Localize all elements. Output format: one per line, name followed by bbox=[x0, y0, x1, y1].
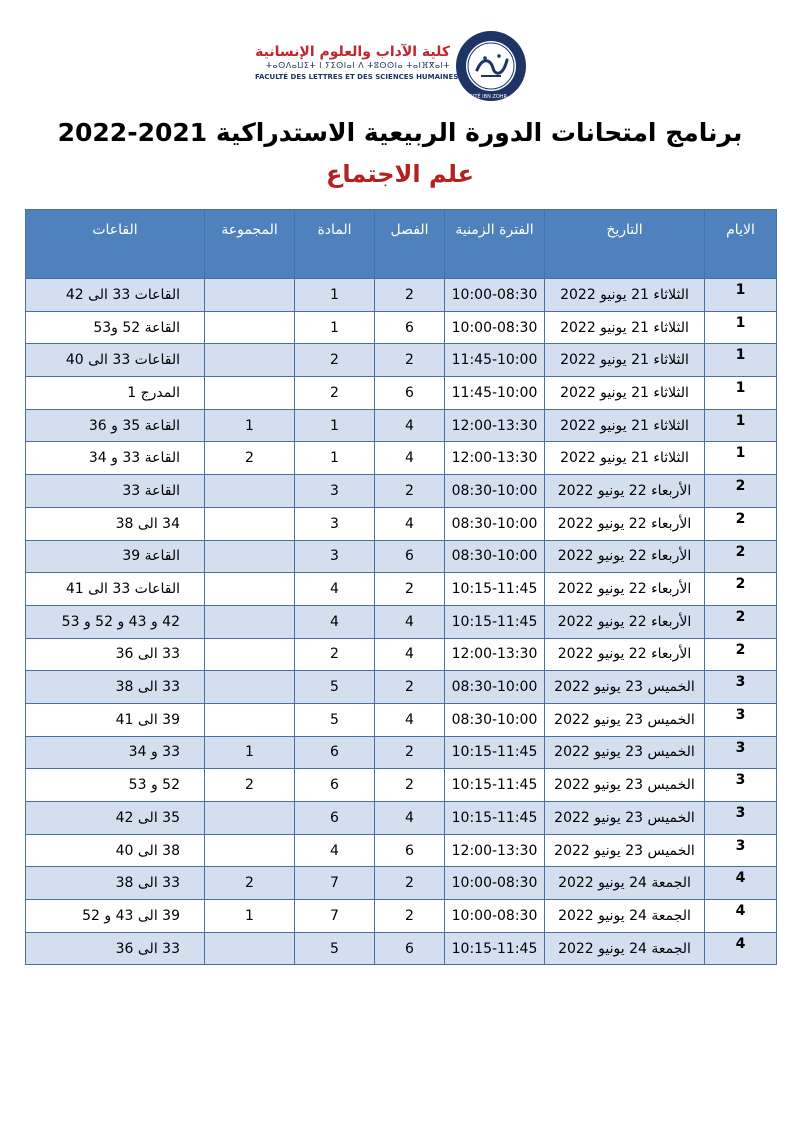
date-cell: الثلاثاء 21 يونيو 2022 bbox=[545, 377, 705, 410]
table-row bbox=[26, 932, 777, 965]
group-cell bbox=[205, 573, 295, 606]
date-cell: الأربعاء 22 يونيو 2022 bbox=[545, 638, 705, 671]
time-cell: 08:30-10:00 bbox=[445, 475, 545, 508]
semester-cell: 2 bbox=[375, 867, 445, 900]
day-cell: 1 bbox=[705, 311, 777, 344]
day-cell: 2 bbox=[705, 540, 777, 573]
table-row bbox=[26, 834, 777, 867]
rooms-cell: 33 الى 38 bbox=[26, 867, 205, 900]
semester-cell: 4 bbox=[375, 703, 445, 736]
group-cell: 2 bbox=[205, 867, 295, 900]
exam-schedule-table bbox=[25, 209, 777, 965]
semester-cell: 2 bbox=[375, 671, 445, 704]
time-cell: 10:00-08:30 bbox=[445, 900, 545, 933]
group-cell bbox=[205, 540, 295, 573]
group-cell bbox=[205, 703, 295, 736]
time-cell: 12:00-13:30 bbox=[445, 638, 545, 671]
semester-cell: 2 bbox=[375, 769, 445, 802]
day-cell: 2 bbox=[705, 507, 777, 540]
time-cell: 10:15-11:45 bbox=[445, 932, 545, 965]
semester-cell: 4 bbox=[375, 409, 445, 442]
subject-cell: 4 bbox=[295, 605, 375, 638]
time-cell: 10:00-08:30 bbox=[445, 279, 545, 312]
day-cell: 3 bbox=[705, 802, 777, 835]
table-row bbox=[26, 409, 777, 442]
subject-cell: 1 bbox=[295, 442, 375, 475]
group-cell: 2 bbox=[205, 442, 295, 475]
time-cell: 10:15-11:45 bbox=[445, 605, 545, 638]
semester-cell: 6 bbox=[375, 932, 445, 965]
table-header-row bbox=[26, 210, 777, 279]
table-row bbox=[26, 867, 777, 900]
date-cell: الثلاثاء 21 يونيو 2022 bbox=[545, 279, 705, 312]
date-cell: الخميس 23 يونيو 2022 bbox=[545, 671, 705, 704]
faculty-name-french: FACULTÉ DES LETTRES ET DES SCIENCES HUMAINES bbox=[255, 73, 459, 81]
subject-cell: 5 bbox=[295, 671, 375, 704]
table-row bbox=[26, 311, 777, 344]
table-row bbox=[26, 344, 777, 377]
group-cell bbox=[205, 802, 295, 835]
group-cell bbox=[205, 344, 295, 377]
faculty-logo-text bbox=[255, 44, 459, 82]
subject-cell: 7 bbox=[295, 900, 375, 933]
day-cell: 4 bbox=[705, 932, 777, 965]
date-cell: الثلاثاء 21 يونيو 2022 bbox=[545, 409, 705, 442]
subject-cell: 7 bbox=[295, 867, 375, 900]
subject-cell: 4 bbox=[295, 573, 375, 606]
table-row bbox=[26, 377, 777, 410]
semester-cell: 4 bbox=[375, 507, 445, 540]
column-header-time: الفترة الزمنية bbox=[445, 210, 545, 279]
column-header-day: الايام bbox=[705, 210, 777, 279]
table-row bbox=[26, 540, 777, 573]
semester-cell: 6 bbox=[375, 834, 445, 867]
day-cell: 3 bbox=[705, 834, 777, 867]
subject-cell: 2 bbox=[295, 638, 375, 671]
faculty-header bbox=[0, 30, 800, 102]
rooms-cell: المدرج 1 bbox=[26, 377, 205, 410]
table-row bbox=[26, 279, 777, 312]
date-cell: الجمعة 24 يونيو 2022 bbox=[545, 900, 705, 933]
group-cell bbox=[205, 311, 295, 344]
day-cell: 1 bbox=[705, 409, 777, 442]
rooms-cell: القاعة 39 bbox=[26, 540, 205, 573]
time-cell: 10:00-08:30 bbox=[445, 867, 545, 900]
column-header-group: المجموعة bbox=[205, 210, 295, 279]
rooms-cell: 39 الى 41 bbox=[26, 703, 205, 736]
date-cell: الثلاثاء 21 يونيو 2022 bbox=[545, 311, 705, 344]
subject-cell: 3 bbox=[295, 507, 375, 540]
semester-cell: 4 bbox=[375, 442, 445, 475]
time-cell: 08:30-10:00 bbox=[445, 507, 545, 540]
faculty-name-arabic: كلية الآداب والعلوم الإنسانية bbox=[255, 44, 450, 60]
rooms-cell: القاعات 33 الى 42 bbox=[26, 279, 205, 312]
subject-cell: 1 bbox=[295, 279, 375, 312]
semester-cell: 2 bbox=[375, 736, 445, 769]
time-cell: 08:30-10:00 bbox=[445, 703, 545, 736]
rooms-cell: القاعات 33 الى 40 bbox=[26, 344, 205, 377]
group-cell bbox=[205, 638, 295, 671]
date-cell: الخميس 23 يونيو 2022 bbox=[545, 802, 705, 835]
table-row bbox=[26, 638, 777, 671]
day-cell: 2 bbox=[705, 573, 777, 606]
subject-cell: 4 bbox=[295, 834, 375, 867]
subject-cell: 1 bbox=[295, 311, 375, 344]
date-cell: الثلاثاء 21 يونيو 2022 bbox=[545, 442, 705, 475]
rooms-cell: القاعة 33 و 34 bbox=[26, 442, 205, 475]
day-cell: 3 bbox=[705, 703, 777, 736]
rooms-cell: 38 الى 40 bbox=[26, 834, 205, 867]
group-cell: 1 bbox=[205, 736, 295, 769]
subject-cell: 3 bbox=[295, 475, 375, 508]
semester-cell: 2 bbox=[375, 475, 445, 508]
group-cell: 1 bbox=[205, 900, 295, 933]
time-cell: 10:00-08:30 bbox=[445, 311, 545, 344]
day-cell: 1 bbox=[705, 344, 777, 377]
semester-cell: 2 bbox=[375, 344, 445, 377]
date-cell: الخميس 23 يونيو 2022 bbox=[545, 736, 705, 769]
group-cell bbox=[205, 671, 295, 704]
column-header-subject: المادة bbox=[295, 210, 375, 279]
day-cell: 2 bbox=[705, 638, 777, 671]
group-cell bbox=[205, 834, 295, 867]
group-cell bbox=[205, 507, 295, 540]
column-header-semester: الفصل bbox=[375, 210, 445, 279]
group-cell: 1 bbox=[205, 409, 295, 442]
date-cell: الأربعاء 22 يونيو 2022 bbox=[545, 540, 705, 573]
table-row bbox=[26, 605, 777, 638]
rooms-cell: القاعة 33 bbox=[26, 475, 205, 508]
time-cell: 08:30-10:00 bbox=[445, 540, 545, 573]
page-subtitle: علم الاجتماع bbox=[325, 160, 475, 188]
page-title: برنامج امتحانات الدورة الربيعية الاستدراكية 2021-2022 bbox=[57, 118, 743, 147]
subject-cell: 6 bbox=[295, 769, 375, 802]
subject-cell: 5 bbox=[295, 932, 375, 965]
time-cell: 10:15-11:45 bbox=[445, 802, 545, 835]
time-cell: 11:45-10:00 bbox=[445, 377, 545, 410]
day-cell: 3 bbox=[705, 671, 777, 704]
table-row bbox=[26, 703, 777, 736]
table-row bbox=[26, 769, 777, 802]
rooms-cell: 42 و 43 و 52 و 53 bbox=[26, 605, 205, 638]
day-cell: 4 bbox=[705, 867, 777, 900]
table-row bbox=[26, 475, 777, 508]
date-cell: الأربعاء 22 يونيو 2022 bbox=[545, 573, 705, 606]
table-row bbox=[26, 802, 777, 835]
semester-cell: 6 bbox=[375, 311, 445, 344]
day-cell: 2 bbox=[705, 475, 777, 508]
university-seal-icon bbox=[450, 30, 532, 102]
rooms-cell: القاعات 33 الى 41 bbox=[26, 573, 205, 606]
subject-cell: 2 bbox=[295, 344, 375, 377]
subject-cell: 5 bbox=[295, 703, 375, 736]
day-cell: 3 bbox=[705, 769, 777, 802]
semester-cell: 4 bbox=[375, 605, 445, 638]
rooms-cell: القاعة 52 و53 bbox=[26, 311, 205, 344]
table-row bbox=[26, 507, 777, 540]
day-cell: 1 bbox=[705, 442, 777, 475]
day-cell: 3 bbox=[705, 736, 777, 769]
rooms-cell: 52 و 53 bbox=[26, 769, 205, 802]
date-cell: الأربعاء 22 يونيو 2022 bbox=[545, 605, 705, 638]
university-name: UNIVERSITÉ IBN ZOHR · AGADIR bbox=[450, 94, 532, 100]
time-cell: 10:15-11:45 bbox=[445, 573, 545, 606]
table-row bbox=[26, 671, 777, 704]
day-cell: 2 bbox=[705, 605, 777, 638]
time-cell: 12:00-13:30 bbox=[445, 834, 545, 867]
table-row bbox=[26, 573, 777, 606]
date-cell: الأربعاء 22 يونيو 2022 bbox=[545, 507, 705, 540]
semester-cell: 6 bbox=[375, 377, 445, 410]
group-cell bbox=[205, 475, 295, 508]
column-header-date: التاريخ bbox=[545, 210, 705, 279]
group-cell bbox=[205, 377, 295, 410]
date-cell: الجمعة 24 يونيو 2022 bbox=[545, 932, 705, 965]
day-cell: 1 bbox=[705, 377, 777, 410]
subject-cell: 6 bbox=[295, 802, 375, 835]
rooms-cell: 33 الى 36 bbox=[26, 932, 205, 965]
date-cell: الخميس 23 يونيو 2022 bbox=[545, 703, 705, 736]
rooms-cell: 34 الى 38 bbox=[26, 507, 205, 540]
semester-cell: 2 bbox=[375, 279, 445, 312]
semester-cell: 2 bbox=[375, 900, 445, 933]
time-cell: 12:00-13:30 bbox=[445, 409, 545, 442]
table-row bbox=[26, 442, 777, 475]
time-cell: 08:30-10:00 bbox=[445, 671, 545, 704]
faculty-name-tifinagh: ⵜⴰⵙⴷⴰⵡⵉⵜ ⵏ ⵢⵉⵙⵏⴰⵏ ⴷ ⵜⵓⵙⵙⵏⴰ ⵜⴰⵏⴼⴳⴰⵏⵜ bbox=[265, 61, 450, 70]
date-cell: الجمعة 24 يونيو 2022 bbox=[545, 867, 705, 900]
rooms-cell: 39 الى 43 و 52 bbox=[26, 900, 205, 933]
subject-cell: 1 bbox=[295, 409, 375, 442]
date-cell: الأربعاء 22 يونيو 2022 bbox=[545, 475, 705, 508]
rooms-cell: 33 الى 38 bbox=[26, 671, 205, 704]
semester-cell: 4 bbox=[375, 638, 445, 671]
date-cell: الخميس 23 يونيو 2022 bbox=[545, 769, 705, 802]
subject-cell: 6 bbox=[295, 736, 375, 769]
rooms-cell: 35 الى 42 bbox=[26, 802, 205, 835]
rooms-cell: القاعة 35 و 36 bbox=[26, 409, 205, 442]
table-row bbox=[26, 736, 777, 769]
time-cell: 12:00-13:30 bbox=[445, 442, 545, 475]
time-cell: 11:45-10:00 bbox=[445, 344, 545, 377]
day-cell: 1 bbox=[705, 279, 777, 312]
date-cell: الثلاثاء 21 يونيو 2022 bbox=[545, 344, 705, 377]
subject-cell: 3 bbox=[295, 540, 375, 573]
time-cell: 10:15-11:45 bbox=[445, 736, 545, 769]
rooms-cell: 33 و 34 bbox=[26, 736, 205, 769]
column-header-rooms: القاعات bbox=[26, 210, 205, 279]
rooms-cell: 33 الى 36 bbox=[26, 638, 205, 671]
semester-cell: 2 bbox=[375, 573, 445, 606]
table-row bbox=[26, 900, 777, 933]
semester-cell: 4 bbox=[375, 802, 445, 835]
group-cell bbox=[205, 279, 295, 312]
subject-cell: 2 bbox=[295, 377, 375, 410]
group-cell bbox=[205, 605, 295, 638]
date-cell: الخميس 23 يونيو 2022 bbox=[545, 834, 705, 867]
semester-cell: 6 bbox=[375, 540, 445, 573]
group-cell: 2 bbox=[205, 769, 295, 802]
group-cell bbox=[205, 932, 295, 965]
time-cell: 10:15-11:45 bbox=[445, 769, 545, 802]
day-cell: 4 bbox=[705, 900, 777, 933]
